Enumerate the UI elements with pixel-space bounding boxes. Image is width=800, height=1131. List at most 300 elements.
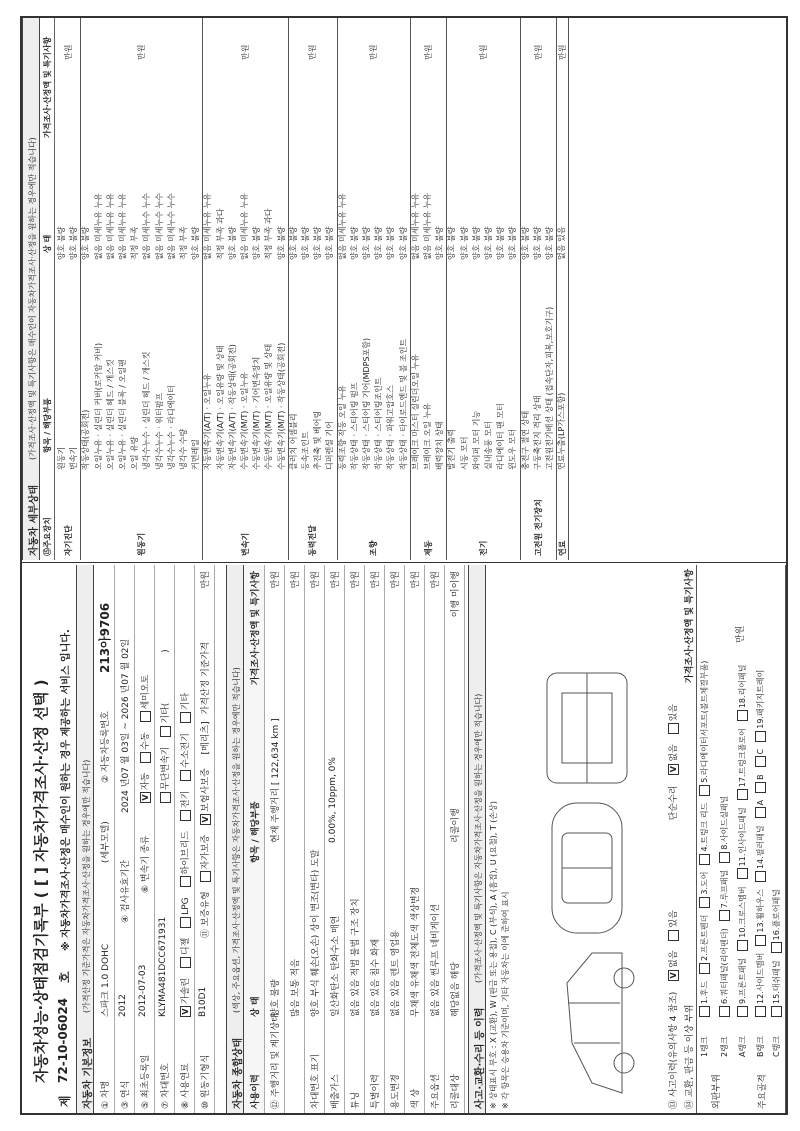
detail-state-options[interactable]: 양호 불량 — [398, 226, 408, 260]
detail-group-name: 자기진단 — [64, 525, 74, 556]
panel-checkbox[interactable] — [755, 756, 766, 767]
detail-state-options[interactable]: 양호 불량 — [288, 226, 298, 260]
panel-checkbox[interactable] — [755, 871, 766, 882]
detail-col-state: 상 태 — [43, 234, 52, 253]
overall-row — [424, 565, 445, 1113]
doc-no: 72-10-06024 — [56, 997, 70, 1083]
detail-item-label: 브레이크 오일 누유 — [422, 403, 432, 470]
overall-col-state: 상 태 — [251, 996, 261, 1017]
basic-row-engine — [194, 565, 215, 1113]
detail-state-options[interactable]: 양호 불량 — [69, 226, 79, 260]
detail-state-options[interactable]: 양호 불량 — [276, 226, 286, 260]
rank1-items — [699, 654, 710, 1017]
panel-checkbox[interactable] — [719, 910, 730, 921]
detail-item-label: 작동상태 · 스티어링 펌프 — [349, 382, 359, 470]
warranty-self-checkbox[interactable] — [200, 871, 211, 882]
fuel-gasoline-checkbox[interactable]: V — [180, 1006, 191, 1017]
detail-state-options[interactable]: 없음 미세누유 누유 — [422, 193, 432, 260]
overall-price-unit: 만원 — [311, 571, 321, 589]
panel-checkbox[interactable] — [719, 1006, 730, 1017]
panel-item-label: 10.크로스멤버 — [738, 886, 747, 938]
overall-item-label: 튜닝 — [351, 1091, 361, 1109]
legend-symbols: ※ 상태표시 부호 : X (교환), W (판금 또는 용접), C (부식), A (흠집), U (요철), T (손상) — [489, 800, 498, 1109]
detail-state-options[interactable]: 양호 불량 — [544, 226, 554, 260]
detail-item-label: 수동변속기(M/T) · 기어변속장치 — [252, 356, 262, 470]
rankB-label: B랭크 — [756, 1036, 765, 1057]
detail-item-label: 디퍼렌셜 기어 — [325, 421, 335, 470]
panel-checkbox[interactable] — [755, 807, 766, 818]
price-basis-prefix: [메리츠] — [201, 721, 211, 755]
detail-item-label: 오일누유 · 실린더 커버(로커암 커버) — [93, 342, 103, 470]
panel-item-label: C — [756, 748, 765, 755]
detail-col-device: ⑮주요장치 — [43, 517, 52, 556]
overall-state-options: 많음 보통 적음 — [291, 959, 301, 1017]
detail-item-label: 냉각수누수 · 실린더 헤드 / 개스킷 — [142, 351, 152, 470]
detail-group — [80, 18, 203, 560]
detail-group — [56, 18, 81, 560]
detail-group-price-unit: 만원 — [137, 44, 147, 60]
panel-item-label: 7.루프패널 — [720, 869, 729, 909]
car-side-view — [567, 953, 634, 1093]
panel-item-label: B — [756, 774, 765, 780]
detail-state-options[interactable]: 없음 미세누유 누유 — [105, 193, 115, 260]
accident-price-unit: 만원 — [736, 625, 746, 643]
detail-item-label: 와이퍼 모터 기능 — [471, 410, 481, 470]
overall-row — [304, 565, 325, 1113]
detail-state-options[interactable]: 양호 불량 — [81, 226, 91, 260]
detail-item-label: 수동변속기(M/T) · 작동상태(공회전) — [276, 342, 286, 470]
accident-section-note: (가격조사·산정액 및 특기사항은 자동차가격조사·산정을 원하는 경우에만 적습니다) — [474, 693, 483, 983]
legend-note: ※ 각 항목은 승용차 기준이며, 기타 자동차는 이에 준하여 표시 — [501, 891, 510, 1109]
rankA-items — [737, 658, 748, 1017]
detail-state-options[interactable]: 양호 불량 — [313, 226, 323, 260]
overall-item-label: 특별이력 — [371, 1074, 381, 1109]
detail-group-name: 전기 — [478, 540, 488, 556]
panel-checkbox[interactable] — [737, 868, 748, 879]
detail-item-label: 작동상태 · 타이로드엔드 및 볼 조인트 — [398, 338, 408, 470]
overall-section-title: 자동차 종합상태 — [233, 1037, 244, 1109]
reg-no-value: 213아9706 — [98, 602, 112, 673]
panel-checkbox[interactable] — [771, 942, 782, 953]
accident-price-head: 가격조사·산정액 및 특기사항 — [685, 568, 695, 683]
overall-state-options: 무채색 유채색 전체도색 색상변경 — [411, 886, 421, 1017]
panel-item-label: 11.인사이드패널 — [738, 807, 747, 867]
detail-group-price-unit: 만원 — [241, 44, 251, 60]
overall-price-unit: 만원 — [331, 571, 341, 589]
panel-item-label: 1.후드 — [700, 980, 709, 1004]
accident-history-row: ⑬ 사고이력(유의사항 4 참조) V없음 있음 단순수리 V없음 있음 — [669, 704, 679, 1109]
overall-item-label: 주요옵션 — [431, 1074, 441, 1109]
overall-state-options: 양호 부식 훼손(오손) 상이 변조(변타) 도말 — [311, 849, 321, 1017]
basic-row-first-reg — [134, 565, 155, 1113]
accident-section-bar — [468, 565, 486, 1113]
panel-item-label: 5.라디에이터서포트(볼트체결부품) — [700, 660, 709, 783]
price-basis-label: 가격산정 기준가격 — [201, 642, 211, 715]
overall-price-unit: 만원 — [371, 571, 381, 589]
detail-item-label: 윈도우 모터 — [508, 428, 518, 470]
simple-repair-yes-checkbox[interactable] — [668, 723, 679, 734]
basic-row-fuel — [174, 565, 195, 1113]
detail-state-options[interactable]: 양호 불량 — [471, 226, 481, 260]
detail-state-options[interactable]: 양호 불량 — [508, 226, 518, 260]
overall-state-options: 일산화탄소 탄화수소 매연 — [331, 915, 341, 1017]
detail-group — [446, 18, 520, 560]
detail-item-label: 변속기 — [69, 446, 79, 470]
panel-item-label: 6.쿼터패널(리어펜더) — [720, 928, 729, 1004]
detail-item-label: 원동기 — [57, 446, 66, 470]
rankC-label: C랭크 — [772, 1035, 781, 1057]
panel-item-label: A — [756, 799, 765, 806]
rank2-label: 2랭크 — [720, 1036, 729, 1057]
panel-checkbox[interactable] — [699, 854, 710, 865]
overall-item-label: ⑫ 주행거리 및 계기상태 — [271, 1013, 281, 1109]
panel-item-label: 19.패키지트레이 — [756, 669, 765, 729]
overall-state-options: 없음 있음 적법 불법 구조 장치 — [351, 898, 361, 1017]
detail-state-options[interactable]: 양호 불량 — [227, 226, 237, 260]
detail-group-name: 원동기 — [137, 532, 147, 556]
detail-state-options[interactable]: 양호 불량 — [386, 226, 396, 260]
detail-group-name: 제동 — [424, 540, 434, 556]
fuel-lpg-checkbox[interactable] — [180, 917, 191, 928]
detail-state-options[interactable]: 없음 있음 — [557, 226, 567, 260]
detail-state-options[interactable]: 양호 불량 — [252, 226, 262, 260]
detail-state-options[interactable]: 없음 미세누수 누수 — [154, 193, 164, 260]
detail-state-options[interactable]: 없음 미세누유 누유 — [117, 193, 127, 260]
panel-checkbox[interactable] — [699, 897, 710, 908]
detail-group-price-unit: 만원 — [308, 44, 318, 60]
price-basis-unit: 만원 — [201, 571, 211, 589]
overall-state-options: 없음 있음 렌트 영업용 — [391, 930, 401, 1017]
detail-state-options[interactable]: 양호 불량 — [349, 226, 359, 260]
panel-checkbox[interactable] — [755, 731, 766, 742]
panel-item-label: 12.사이드멤버 — [756, 952, 765, 1004]
car-damage-diagram — [512, 663, 662, 1103]
overall-row — [444, 565, 465, 1113]
detail-state-options[interactable]: 적정 부족 — [130, 226, 140, 260]
detail-item-label: 자동변속기(A/T) · 오일유량 및 상태 — [215, 345, 225, 470]
transmission-other-checkbox[interactable] — [160, 726, 171, 737]
fuel-hydrogen-checkbox[interactable] — [180, 770, 191, 781]
detail-state-options[interactable]: 양호 불량 — [532, 226, 542, 260]
overall-item-label: 리콜대상 — [451, 1074, 461, 1109]
doc-no-prefix: 제 — [58, 1095, 72, 1107]
panel-checkbox[interactable] — [755, 1006, 766, 1017]
accident-none-checkbox[interactable]: V — [668, 970, 679, 981]
overall-price-unit: 만원 — [291, 571, 301, 589]
rankC-items — [771, 882, 782, 1017]
panel-checkbox[interactable] — [755, 935, 766, 946]
overall-detail-value: 0.00%, 10ppm, 0% — [328, 757, 338, 843]
panel-item-label: 15.대쉬패널 — [772, 960, 781, 1004]
transmission-options-2: 무단변속기 기타( ) — [158, 649, 171, 803]
rankA-label: A랭크 — [738, 1036, 747, 1057]
doc-title: 자동차성능·상태점검기록부 ( [ ] 자동차가격조사·산정 선택 ) — [32, 679, 50, 1083]
fuel-electric-checkbox[interactable] — [180, 810, 191, 821]
transmission-close: ) — [161, 649, 171, 653]
panel-item-label: 8.사이드실패널 — [720, 795, 729, 850]
overall-col-usage: 사용이력 — [251, 1074, 261, 1109]
panel-item-label: 18.리어패널 — [738, 664, 747, 709]
basic-section-title: 자동차 기본정보 — [83, 1037, 94, 1109]
panel-checkbox[interactable] — [699, 785, 710, 796]
basic-section-note: (가격산정 기준가격은 자동차가격조사·산정을 원하는 경우에만 적습니다) — [82, 759, 91, 1013]
transmission-semi-checkbox[interactable] — [140, 711, 151, 722]
transmission-manual-checkbox[interactable] — [140, 752, 151, 763]
detail-item-label: 발전기 출력 — [447, 428, 457, 470]
detail-state-options[interactable]: 없음 미세누유 누유 — [203, 193, 213, 260]
detail-state-options[interactable]: 양호 불량 — [483, 226, 493, 260]
simple-repair-none-checkbox[interactable]: V — [668, 764, 679, 775]
detail-group-name: 동력전달 — [308, 525, 318, 556]
panel-item-label: 17.트렁크플로어 — [738, 728, 747, 788]
detail-header-line — [54, 18, 55, 560]
detail-group-price-unit: 만원 — [64, 44, 74, 60]
detail-item-label: 실내송풍 모터 — [483, 421, 493, 470]
transmission-options: V자동 수동 세미오토 — [138, 668, 151, 803]
half-divider — [22, 562, 786, 563]
main-frame-label: 주요골격 — [758, 1074, 768, 1109]
inspection-validity-value: 2024 년07 월 03일 ~ 2026 년07 월 02일 — [121, 638, 131, 813]
detail-state-options[interactable]: 양호 불량 — [520, 226, 530, 260]
overall-row — [384, 565, 405, 1113]
detail-state-options[interactable]: 양호 불량 — [191, 226, 201, 260]
overall-price-unit: 만원 — [431, 571, 441, 589]
panel-item-label: 4.트렁크 리드 — [700, 802, 709, 852]
overall-row — [324, 565, 345, 1113]
detail-state-options[interactable]: 양호 불량 — [300, 226, 310, 260]
detail-item-label: 연료누출(LP가스포함) — [557, 392, 567, 470]
simple-repair-label: 단순수리 — [669, 785, 679, 821]
detail-state-options[interactable]: 양호 불량 — [361, 226, 371, 260]
overall-row — [404, 565, 425, 1113]
warranty-label: ⑪ 보증유형 — [201, 891, 211, 938]
detail-group-price-unit: 만원 — [533, 44, 543, 60]
detail-group — [410, 18, 448, 560]
panel-damage-label: ⑭ 교환, 판금 등 이상 부위 — [685, 1004, 695, 1109]
detail-group-price-unit: 만원 — [369, 44, 379, 60]
detail-item-label: 충전구 절연 상태 — [520, 410, 530, 470]
fuel-diesel-checkbox[interactable] — [180, 957, 191, 968]
detail-state-options[interactable]: 없음 미세누유 누유 — [93, 193, 103, 260]
basic-info-table — [94, 565, 220, 1113]
detail-item-label: 냉각수누수 · 워터펌프 — [154, 392, 164, 470]
panel-item-label: 3.도어 — [700, 871, 709, 895]
detail-item-label: 수동변속기(M/T) · 오일유량 및 상태 — [264, 343, 274, 470]
detail-state-options[interactable]: 적정 부족 — [178, 226, 188, 260]
model-value: 스파크 1.0 DOHC — [101, 943, 111, 1017]
detail-item-label: 자동변속기(A/T) · 오일누유 — [203, 373, 213, 470]
warranty-insurer-checkbox[interactable]: V — [200, 814, 211, 825]
detail-col-item: 항목 / 해당부품 — [43, 398, 52, 453]
detail-item-label: 라디에이터 팬 모터 — [496, 403, 506, 470]
fuel-hybrid-checkbox[interactable] — [180, 876, 191, 887]
overall-state-options: 없음 있음 침수 화재 — [371, 938, 381, 1017]
detail-state-options[interactable]: 양호 불량 — [496, 226, 506, 260]
detail-state-options[interactable]: 양호 불량 — [374, 226, 384, 260]
detail-state-options[interactable]: 적정 부족 과다 — [215, 208, 225, 260]
rank2-items — [719, 789, 730, 1017]
detail-item-label: 작동상태 · 스티어링조인트 — [374, 377, 384, 470]
detail-item-label: 작동상태 · 파워고압호스 — [386, 385, 396, 470]
panel-item-label: 16.플로어패널 — [772, 888, 781, 941]
detail-item-label: 클러치 어셈블리 — [288, 413, 298, 470]
detail-item-label: 수동변속기(M/T) · 오일누유 — [239, 372, 249, 470]
car-top-view — [552, 803, 622, 933]
fuel-other-checkbox[interactable] — [180, 712, 191, 723]
panel-checkbox[interactable] — [737, 940, 748, 951]
overall-state-options: 해당없음 해당 — [451, 961, 461, 1017]
panel-item-label: 14.필러패널 — [756, 825, 765, 869]
detail-groups — [56, 18, 784, 560]
overall-price-unit: 만원 — [391, 571, 401, 589]
detail-item-label: 구동축전지 격리 상태 — [532, 395, 542, 470]
panel-checkbox[interactable] — [699, 1006, 710, 1017]
detail-item-label: 오일누유 · 실린더 블록 / 오일팬 — [117, 359, 127, 470]
overall-table — [244, 565, 466, 1113]
detail-state-options[interactable]: 없음 미세누수 누수 — [166, 193, 176, 260]
detail-group-price-unit: 만원 — [558, 44, 568, 60]
sub-model-label: (세부모델) — [101, 821, 111, 863]
reg-no-label: ② 자동차등록번호 — [101, 711, 111, 783]
detail-item-label: 냉각수 수량 — [178, 428, 188, 470]
engine-type-value: B10D1 — [198, 986, 208, 1017]
detail-item-label: 작동상태 · 스티어링 기어(MDPS포함) — [361, 337, 371, 470]
overall-price-unit: 이행 미이행 — [451, 571, 461, 618]
panel-item-label: 9.프론트패널 — [738, 957, 747, 1004]
inspection-validity-label: ④ 검사유효기간 — [121, 859, 131, 923]
first-reg-value: 2012-07-03 — [138, 964, 148, 1017]
detail-section-title: 자동차 세부상태 — [29, 484, 40, 556]
overall-price-unit: 만원 — [351, 571, 361, 589]
transmission-label: ⑥ 변속기 종류 — [141, 835, 151, 893]
overall-price-unit: 만원 — [411, 571, 421, 589]
first-reg-label: ⑤ 최초등록일 — [141, 1054, 151, 1109]
basic-row-model — [94, 565, 115, 1113]
detail-state-options[interactable]: 양호 불량 — [435, 226, 445, 260]
transmission-auto-checkbox[interactable]: V — [140, 792, 151, 803]
detail-item-label: 고전원전기배선 상태 (접속단자,피복,보호기구) — [544, 306, 554, 470]
overall-item-label: 용도변경 — [391, 1074, 401, 1109]
detail-item-label: 등속조인트 — [300, 431, 310, 470]
overall-item-label: 색 상 — [411, 1088, 421, 1109]
basic-row-year — [114, 565, 135, 1113]
panel-checkbox[interactable] — [737, 789, 748, 800]
rank1-label: 1랭크 — [700, 1036, 709, 1057]
overall-row — [364, 565, 385, 1113]
car-frame-view — [547, 673, 627, 783]
overall-price-unit: 만원 — [271, 571, 281, 589]
year-value: 2012 — [118, 994, 128, 1017]
detail-group — [337, 18, 411, 560]
detail-group — [520, 18, 558, 560]
detail-state-options[interactable]: 없음 미세누수 누수 — [142, 193, 152, 260]
panel-checkbox[interactable] — [755, 782, 766, 793]
detail-group-name: 연료 — [558, 540, 568, 556]
accident-history-label: ⑬ 사고이력(유의사항 4 참조) — [669, 991, 679, 1109]
panel-checkbox[interactable] — [719, 852, 730, 863]
detail-state-options[interactable]: 없음 미세누유 누유 — [337, 193, 347, 260]
detail-item-label: 커먼레일 — [191, 439, 201, 470]
fuel-label: ⑧ 사용연료 — [181, 1063, 191, 1109]
detail-item-label: 작동상태(공회전) — [81, 409, 91, 470]
detail-section-bar — [22, 18, 40, 560]
detail-item-label: 배력장치 상태 — [435, 421, 445, 470]
detail-item-label: 자동변속기(A/T) · 작동상태(공회전) — [227, 344, 237, 470]
detail-state-options[interactable]: 양호 불량 — [459, 226, 469, 260]
detail-state-options[interactable]: 양호 불량 — [57, 226, 66, 260]
basic-section-bar — [76, 565, 94, 1113]
overall-detail-value: 현재 주행거리 [ 122,634 km ] — [271, 718, 281, 843]
service-notice: ※ 자동차가격조사·산정은 매수인이 원하는 경우 제공하는 서비스 입니다. — [61, 629, 72, 951]
detail-state-options[interactable]: 양호 불량 — [325, 226, 335, 260]
detail-group-name: 변속기 — [241, 532, 251, 556]
year-label: ③ 연식 — [121, 1080, 131, 1109]
detail-section-note: (가격조사·산정액 및 특기사항은 매수인이 자동차가격조사·산정을 원하는 경우에만 적습니다) — [28, 137, 37, 460]
detail-group — [556, 18, 569, 560]
overall-header-row — [244, 565, 265, 1113]
detail-item-label: 추진축 및 베어링 — [313, 410, 323, 470]
rankB-items — [755, 663, 766, 1017]
detail-item-label: 브레이크 마스터 실린더오일 누유 — [410, 354, 420, 470]
accident-yes-checkbox[interactable] — [668, 930, 679, 941]
detail-state-options[interactable]: 적정 부족 과다 — [264, 208, 274, 260]
detail-item-label: 시동 모터 — [459, 436, 469, 470]
panel-item-label: 13.휠하우스 — [756, 888, 765, 933]
detail-group — [202, 18, 288, 560]
detail-group-name: 조향 — [369, 540, 379, 556]
warranty-group: ⑪ 보증유형 자가보증 V보험사보증 [메리츠] 가격산정 기준가격 — [201, 642, 211, 938]
page-frame — [20, 16, 788, 1115]
engine-type-label: ⑩ 원동기형식 — [201, 1054, 211, 1109]
panel-checkbox[interactable] — [699, 963, 710, 974]
overall-col-price: 가격조사·산정액 및 특기사항 — [251, 571, 261, 686]
fuel-options: V가솔린 디젤 LPG 하이브리드 전기 수소전기 기타 — [178, 686, 191, 1017]
overall-item-label: 배출가스 — [331, 1074, 341, 1109]
panel-checkbox[interactable] — [737, 1006, 748, 1017]
detail-group-name: 고전원 전기장치 — [533, 499, 543, 556]
transmission-cvt-checkbox[interactable] — [160, 792, 171, 803]
panel-checkbox[interactable] — [771, 1006, 782, 1017]
detail-item-label: 오일누유 · 실린더 헤드 / 개스킷 — [105, 359, 115, 470]
detail-item-label: 냉각수누수 · 라디에이터 — [166, 385, 176, 470]
outer-panel-label: 외판부위 — [712, 1074, 722, 1109]
vin-label: ⑦ 차대번호 — [161, 1063, 171, 1109]
model-label: ① 차명 — [101, 1080, 111, 1109]
overall-col-item: 항목 / 해당부품 — [251, 801, 261, 863]
detail-col-price: 가격조사·산정액 및 특기사항 — [43, 36, 52, 138]
detail-group — [288, 18, 338, 560]
detail-state-options[interactable]: 없음 미세누유 누유 — [239, 193, 249, 260]
detail-state-options[interactable]: 없음 미세누유 누유 — [410, 193, 420, 260]
overall-detail-value: 리콜이행 — [451, 808, 461, 843]
overall-row — [344, 565, 365, 1113]
overall-row — [264, 565, 285, 1113]
accident-section-title: 사고·교환·수리 등 이력 — [475, 1007, 486, 1109]
overall-state-options: 없음 있음 썬루프 네비게이션 — [431, 904, 441, 1017]
doc-no-suffix: 호 — [58, 971, 72, 983]
detail-state-options[interactable]: 양호 불량 — [447, 226, 457, 260]
basic-row-vin — [154, 565, 175, 1113]
detail-item-label: 동력조향 작동 오일 누유 — [337, 385, 347, 470]
overall-section-bar — [226, 565, 244, 1113]
overall-section-note: (색상, 주요옵션, 가격조사·산정액 및 특기사항은 자동차가격조사·산정을 원하는 경우에만 적습니다) — [232, 667, 241, 1013]
panel-checkbox[interactable] — [737, 710, 748, 721]
detail-group-price-unit: 만원 — [424, 44, 434, 60]
panel-item-label: 2.프론트펜더 — [700, 914, 709, 961]
panel-rank-table — [696, 565, 786, 1113]
overall-state-options: 양호 불량 — [271, 979, 281, 1017]
vin-value: KLYMA481DCC671931 — [158, 916, 168, 1017]
